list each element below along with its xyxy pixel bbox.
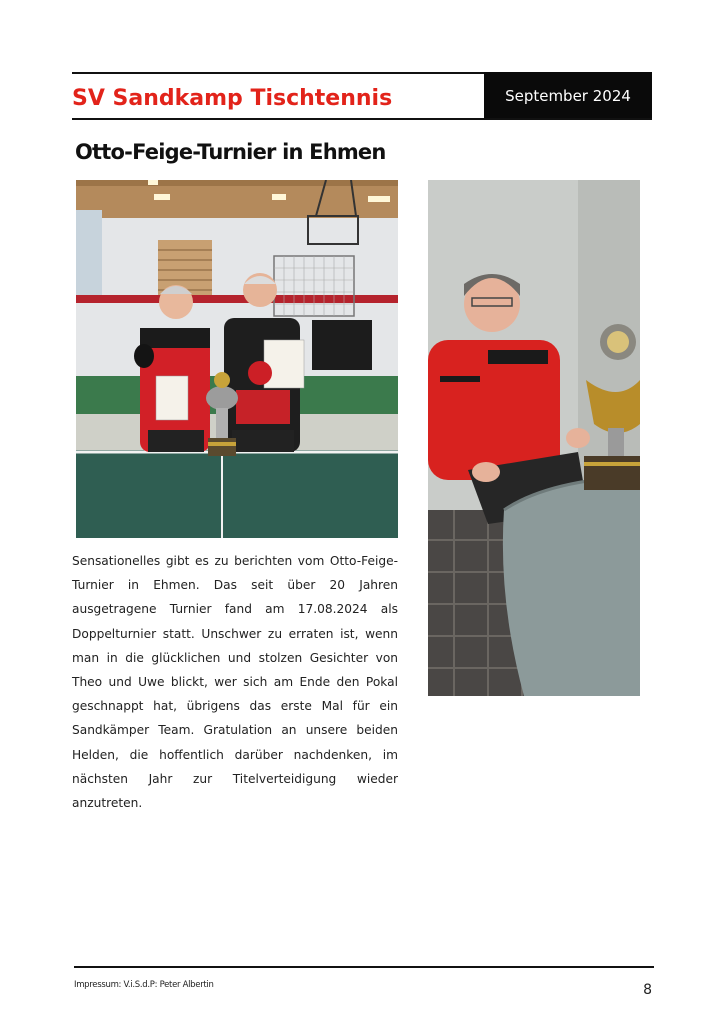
header-top-rule — [72, 72, 484, 74]
article-body: Sensationelles gibt es zu berichten vom Otto-Feige-Turnier in Ehmen. Das seit über 20 Jahren ausgetragene Turnier fand am 17.08.2024 als Doppelturnier statt. Unschwer zu erraten ist, wenn man in die glücklichen und stolzen Gesichter von Theo und Uwe blickt, wer sich am Ende den Pokal geschnappt hat, übrigens das erste Mal für ein Sandkämper Team. Gratulation an unsere beiden Helden, die hoffentlich darüber nachdenken, im nächsten Jahr zur Titelverteidigung wieder anzutreten. — [72, 554, 398, 811]
winners-hall-photo — [76, 180, 398, 538]
newsletter-title: SV Sandkamp Tischtennis — [72, 86, 393, 111]
issue-date: September 2024 — [505, 87, 631, 105]
article-headline: Otto-Feige-Turnier in Ehmen — [75, 140, 386, 164]
page-header — [72, 72, 652, 120]
footer-rule — [74, 966, 654, 968]
impressum: Impressum: V.i.S.d.P: Peter Albertin — [74, 980, 214, 990]
page-number: 8 — [643, 982, 652, 998]
header-bottom-rule — [72, 118, 652, 120]
issue-date-box — [484, 72, 652, 120]
winner-seated-photo — [428, 180, 640, 696]
